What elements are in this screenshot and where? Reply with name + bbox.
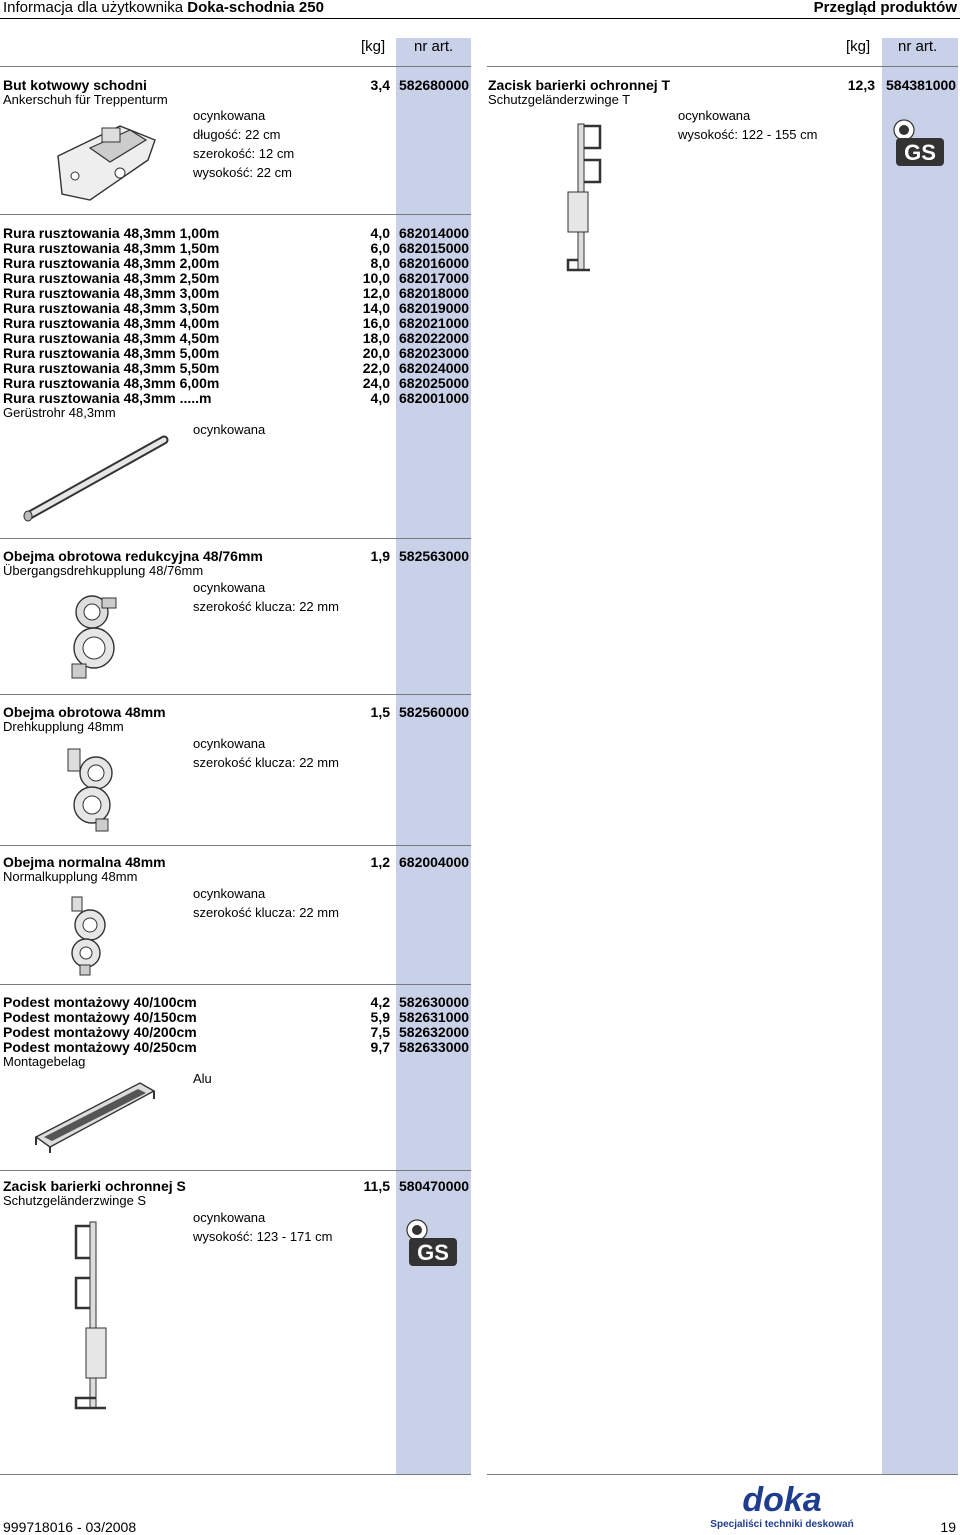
product-number: 682024000 [399, 360, 470, 376]
rule [0, 984, 471, 985]
product-weight: 9,7 [370, 1039, 390, 1055]
normal-coupler-drawing [64, 895, 114, 977]
product-number: 584381000 [886, 77, 957, 93]
list-item [3, 241, 471, 256]
product-number: 682001000 [399, 390, 470, 406]
product-number: 582633000 [399, 1039, 470, 1055]
svg-text:doka: doka [742, 1481, 822, 1519]
product-weight: 24,0 [362, 375, 390, 391]
product-name: Podest montażowy 40/100cm [3, 994, 197, 1010]
product-number: 582632000 [399, 1024, 470, 1040]
product-number: 682015000 [399, 240, 470, 256]
product-number: 682021000 [399, 315, 470, 331]
list-item [3, 376, 471, 391]
list-item [3, 286, 471, 301]
product-name: Rura rusztowania 48,3mm 6,00m [3, 375, 220, 391]
left-nr-header: nr art. [414, 38, 454, 55]
product-sub: Normalkupplung 48mm [3, 869, 138, 884]
list-item [3, 226, 471, 241]
product-weight: 12,0 [362, 285, 390, 301]
product-name: Obejma normalna 48mm [3, 854, 166, 870]
swivel-reducer-drawing [62, 590, 132, 682]
product-number: 582563000 [399, 548, 470, 564]
rule [487, 66, 958, 67]
product-number: 582630000 [399, 994, 470, 1010]
rule [0, 694, 471, 695]
product-number: 682004000 [399, 854, 470, 870]
list-item [3, 1025, 471, 1040]
list-item [3, 346, 471, 361]
product-props: ocynkowana wysokość: 123 - 171 cm [193, 1210, 333, 1244]
right-band [882, 38, 958, 1474]
product-number: 682023000 [399, 345, 470, 361]
product-weight: 18,0 [362, 330, 390, 346]
product-name: Rura rusztowania 48,3mm 3,00m [3, 285, 220, 301]
right-kg-header: [kg] [846, 38, 871, 55]
doka-logo [712, 1483, 852, 1531]
product-weight: 1,2 [370, 854, 390, 870]
tube-list [3, 226, 471, 406]
product-sub: Montagebelag [3, 1054, 86, 1069]
product-props: ocynkowana [193, 422, 266, 437]
page-number: 19 [940, 1519, 956, 1535]
header-title: Informacja dla użytkownika Doka-schodnia 250 [3, 0, 324, 16]
product-number: 582631000 [399, 1009, 470, 1025]
list-item [3, 995, 471, 1010]
product-weight: 7,5 [370, 1024, 390, 1040]
product-sub: Schutzgeländerzwinge T [488, 92, 631, 107]
product-props: ocynkowana szerokość klucza: 22 mm [193, 886, 339, 920]
product-weight: 1,5 [370, 704, 390, 720]
product-weight: 14,0 [362, 300, 390, 316]
product-weight: 11,5 [363, 1178, 390, 1194]
anchor-shoe-drawing [50, 118, 160, 208]
product-weight: 22,0 [362, 360, 390, 376]
product-name: Obejma obrotowa redukcyjna 48/76mm [3, 548, 263, 564]
product-sub: Ankerschuh für Treppenturm [3, 92, 168, 107]
product-name: But kotwowy schodni [3, 77, 147, 93]
list-item [3, 316, 471, 331]
product-weight: 16,0 [362, 315, 390, 331]
product-number: 682025000 [399, 375, 470, 391]
product-sub: Gerüstrohr 48,3mm [3, 405, 116, 420]
product-name: Rura rusztowania 48,3mm 1,50m [3, 240, 220, 256]
product-weight: 4,2 [370, 994, 390, 1010]
product-number: 682016000 [399, 255, 470, 271]
product-props: ocynkowana wysokość: 122 - 155 cm [678, 108, 818, 142]
list-item [3, 391, 471, 406]
product-name: Rura rusztowania 48,3mm 5,50m [3, 360, 220, 376]
rule [0, 214, 471, 215]
product-weight: 3,4 [370, 77, 390, 93]
list-item [3, 271, 471, 286]
platform-list [3, 995, 471, 1055]
list-item [3, 1040, 471, 1055]
rule [0, 1170, 471, 1171]
list-item [3, 331, 471, 346]
list-item [3, 301, 471, 316]
product-number: 582560000 [399, 704, 470, 720]
rule [0, 845, 471, 846]
product-weight: 8,0 [370, 255, 390, 271]
list-item [3, 1010, 471, 1025]
product-weight: 10,0 [362, 270, 390, 286]
rule [0, 1474, 471, 1475]
product-number: 682019000 [399, 300, 470, 316]
swivel-coupler-drawing [62, 745, 128, 835]
product-weight: 5,9 [370, 1009, 390, 1025]
product-sub: Übergangsdrehkupplung 48/76mm [3, 563, 204, 578]
product-weight: 12,3 [847, 77, 875, 93]
product-name: Podest montażowy 40/200cm [3, 1024, 197, 1040]
svg-text:GS: GS [417, 1240, 449, 1265]
product-number: 682018000 [399, 285, 470, 301]
product-weight: 4,0 [370, 390, 390, 406]
product-props: Alu [193, 1071, 212, 1086]
product-name: Podest montażowy 40/150cm [3, 1009, 197, 1025]
product-name: Zacisk barierki ochronnej S [3, 1178, 186, 1194]
product-name: Rura rusztowania 48,3mm 2,00m [3, 255, 220, 271]
rule [0, 66, 471, 67]
product-weight: 4,0 [370, 225, 390, 241]
product-sub: Drehkupplung 48mm [3, 719, 124, 734]
product-name: Rura rusztowania 48,3mm 5,00m [3, 345, 220, 361]
product-name: Zacisk barierki ochronnej T [488, 77, 671, 93]
header-rule [0, 18, 960, 19]
list-item [3, 256, 471, 271]
clamp-t-drawing [560, 120, 608, 275]
product-weight: 6,0 [370, 240, 390, 256]
svg-text:Specjaliści techniki deskowań: Specjaliści techniki deskowań [710, 1519, 854, 1530]
product-name: Rura rusztowania 48,3mm 3,50m [3, 300, 220, 316]
scaffold-tube-drawing [20, 432, 172, 524]
product-weight: 1,9 [370, 548, 390, 564]
clamp-s-drawing [70, 1218, 120, 1412]
platform-drawing [30, 1075, 160, 1155]
right-nr-header: nr art. [898, 38, 938, 55]
product-props: ocynkowana szerokość klucza: 22 mm [193, 580, 339, 614]
rule [487, 1474, 958, 1475]
rule [0, 538, 471, 539]
product-number: 582680000 [399, 77, 470, 93]
gs-mark-icon [403, 1218, 461, 1268]
product-name: Rura rusztowania 48,3mm 4,00m [3, 315, 220, 331]
header-section: Przegląd produktów [813, 0, 957, 16]
product-number: 580470000 [399, 1178, 470, 1194]
product-props: ocynkowana długość: 22 cm szerokość: 12 cm wysokość: 22 cm [193, 108, 295, 180]
list-item [3, 361, 471, 376]
svg-text:GS: GS [904, 140, 936, 165]
product-sub: Schutzgeländerzwinge S [3, 1193, 147, 1208]
left-kg-header: [kg] [361, 38, 386, 55]
product-props: ocynkowana szerokość klucza: 22 mm [193, 736, 339, 770]
gs-mark-icon [890, 118, 948, 168]
product-weight: 20,0 [362, 345, 390, 361]
product-number: 682014000 [399, 225, 470, 241]
product-name: Podest montażowy 40/250cm [3, 1039, 197, 1055]
footer-code: 999718016 - 03/2008 [3, 1519, 137, 1535]
product-number: 682017000 [399, 270, 470, 286]
product-name: Rura rusztowania 48,3mm 1,00m [3, 225, 220, 241]
product-name: Obejma obrotowa 48mm [3, 704, 166, 720]
product-name: Rura rusztowania 48,3mm 2,50m [3, 270, 220, 286]
product-name: Rura rusztowania 48,3mm 4,50m [3, 330, 220, 346]
product-number: 682022000 [399, 330, 470, 346]
product-name: Rura rusztowania 48,3mm .....m [3, 390, 212, 406]
